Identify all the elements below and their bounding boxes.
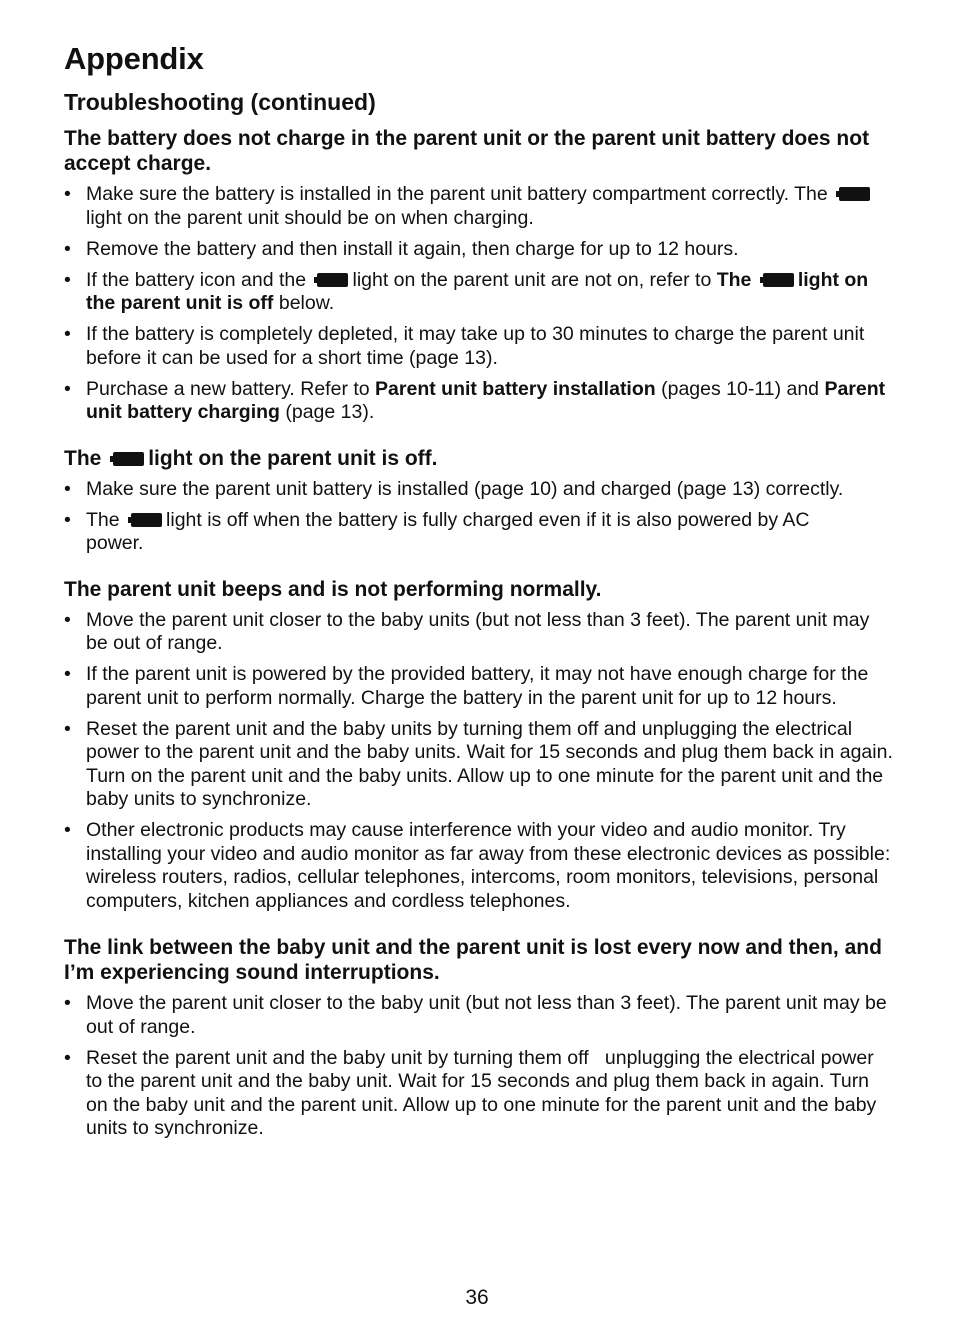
page-subtitle: Troubleshooting (continued) (64, 89, 376, 115)
cross-reference: The (716, 268, 752, 291)
section-heading: The battery does not charge in the parent unit or the parent unit battery does not accept charge. (64, 127, 870, 175)
bullet-list (64, 609, 894, 914)
list-item: • Move the parent unit closer to the baby units (but not less than 3 feet). The parent unit may be out of range. (64, 609, 894, 656)
cross-reference: light on the parent unit is off (86, 268, 869, 314)
bullet-list (64, 992, 894, 1141)
list-item: • If the battery is completely depleted, it may take up to 30 minutes to charge the parent unit before it can be used for a short time (page 13). (64, 323, 894, 370)
cross-reference: Parent unit battery installation (375, 377, 656, 400)
page-content (64, 40, 894, 1148)
battery-light-icon (836, 187, 870, 201)
list-item: • Remove the battery and then install it again, then charge for up to 12 hours. (64, 238, 894, 262)
section-link-lost (64, 935, 894, 1141)
battery-light-icon (128, 513, 162, 527)
list-item: • Other electronic products may cause interference with your video and audio monitor. Try installing your video and audio monitor as far away from these electronic devices as possible: wireless routers, radios, cellular telephones, intercoms, room monitors, televisions, personal computers, kitchen appliances and cordless telephones. (64, 819, 894, 913)
list-item: • If the parent unit is powered by the provided battery, it may not have enough charge for the parent unit to perform normally. Charge the battery in the parent unit for up to 12 hours. (64, 663, 894, 710)
list-item: • Purchase a new battery. Refer to Parent unit battery installation (pages 10-11) and Parent unit battery charging (page 13). (64, 378, 894, 425)
section-heading: The link between the baby unit and the parent unit is lost every now and then, and I’m experiencing sound interruptions. (64, 936, 882, 984)
section-beeps (64, 577, 894, 914)
bullet-list (64, 183, 894, 425)
list-item: • If the battery icon and the light on the parent unit are not on, refer to The light on the parent unit is off below. (64, 269, 894, 316)
list-item: • The light is off when the battery is fully charged even if it is also powered by AC power. (64, 509, 894, 556)
bullet-list (64, 478, 894, 556)
section-heading: The light on the parent unit is off. (64, 446, 438, 470)
section-light-off (64, 446, 894, 556)
battery-light-icon (760, 273, 794, 287)
list-item: • Move the parent unit closer to the baby unit (but not less than 3 feet). The parent unit may be out of range. (64, 992, 894, 1039)
page-number: 36 (465, 1286, 489, 1309)
cross-reference: Parent unit battery charging (86, 377, 886, 423)
section-heading: The parent unit beeps and is not performing normally. (64, 577, 602, 601)
battery-light-icon (110, 452, 144, 466)
battery-light-icon (314, 273, 348, 287)
section-battery-not-charging (64, 126, 894, 425)
list-item: • Reset the parent unit and the baby unit by turning them off unplugging the electrical power to the parent unit and the baby unit. Wait for 15 seconds and plug them back in again. Turn on the baby unit and the parent unit. Allow up to one minute for the parent unit and the baby units to synchronize. (64, 1047, 894, 1141)
list-item: • Make sure the parent unit battery is installed (page 10) and charged (page 13) correctly. (64, 478, 894, 502)
page-title: Appendix (64, 41, 204, 76)
list-item: • Make sure the battery is installed in the parent unit battery compartment correctly. The light on the parent unit should be on when charging. (64, 183, 894, 230)
list-item: • Reset the parent unit and the baby units by turning them off and unplugging the electrical power to the parent unit and the baby units. Wait for 15 seconds and plug them back in again. Turn on the parent unit and the baby units. Allow up to one minute for the parent unit and the baby units to synchronize. (64, 718, 894, 812)
